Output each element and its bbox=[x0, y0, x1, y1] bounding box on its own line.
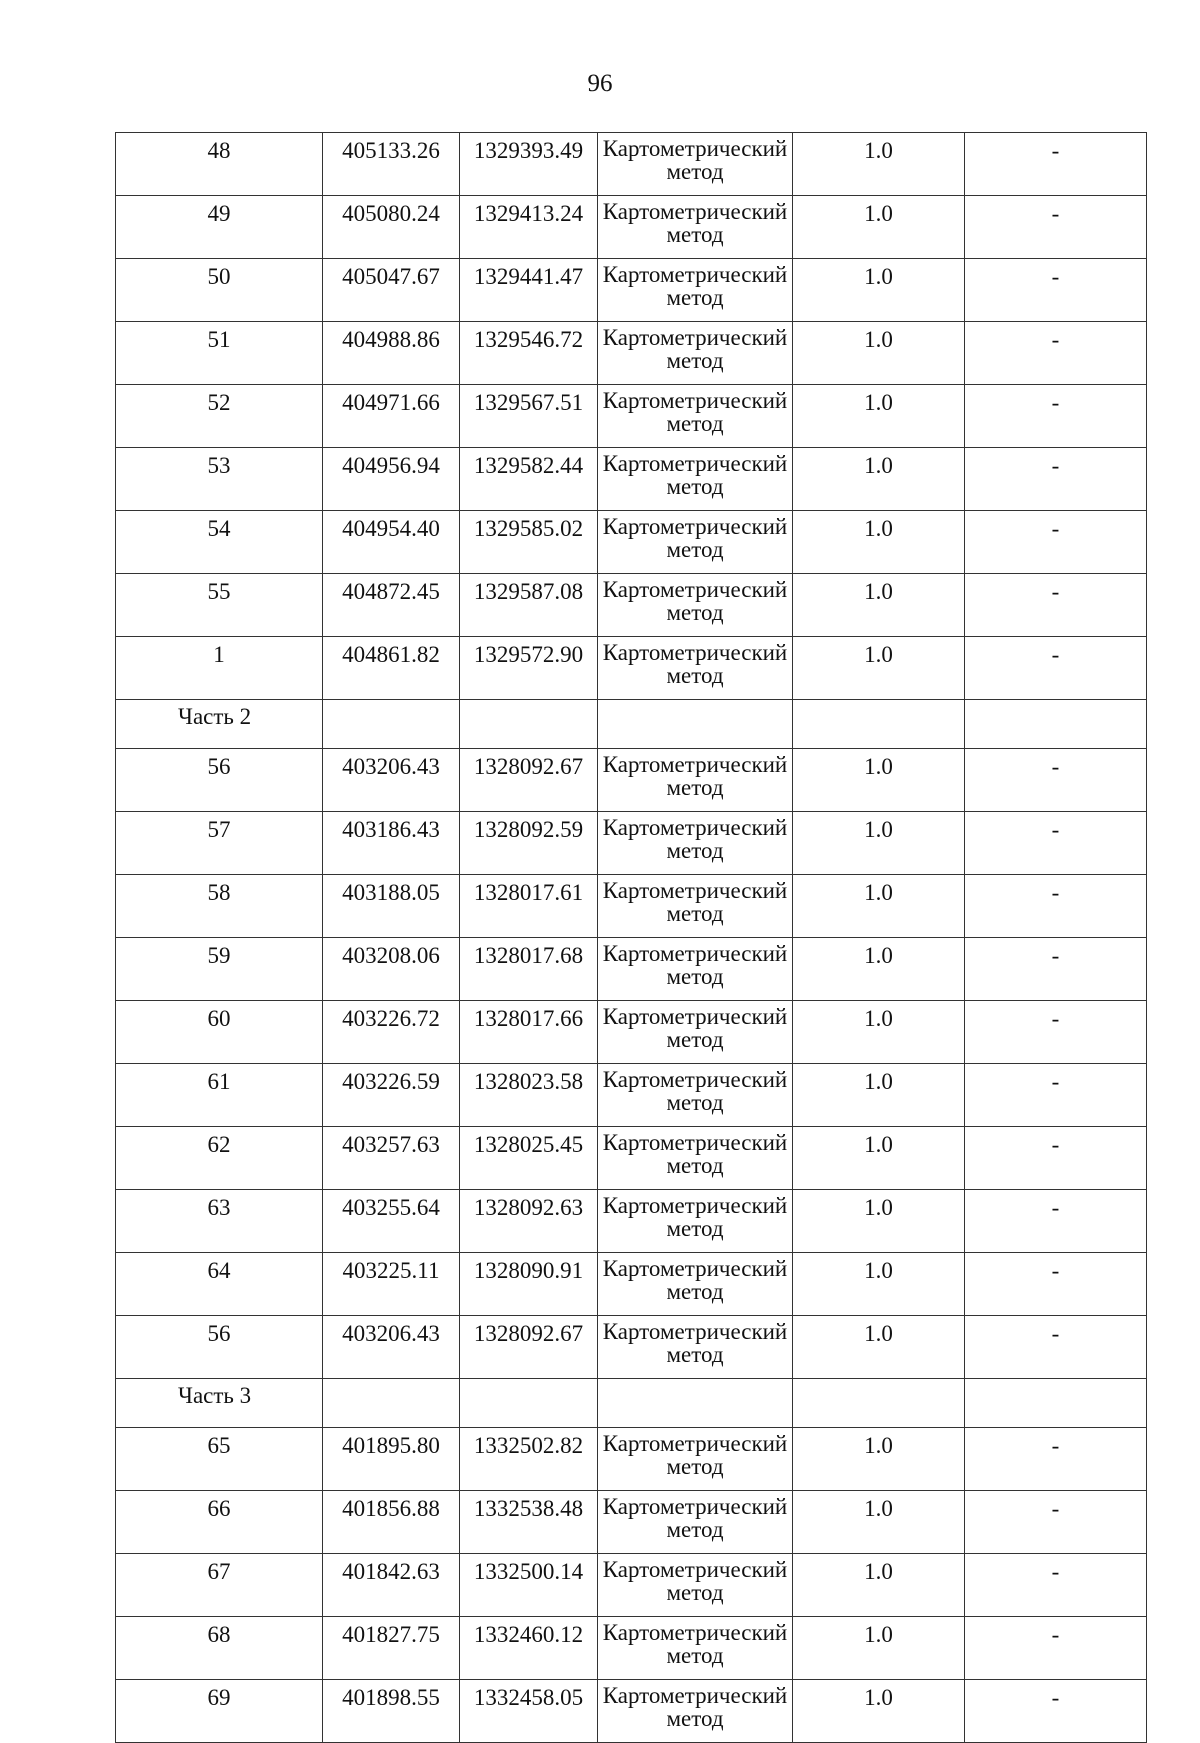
table-row bbox=[116, 133, 1147, 196]
accuracy-cell: 1.0 bbox=[793, 1491, 965, 1554]
method-line-2: метод bbox=[666, 838, 724, 863]
coordinate-x-cell: 405080.24 bbox=[323, 196, 460, 259]
method-line-1: Картометрический bbox=[602, 577, 788, 602]
coordinate-y-cell: 1329546.72 bbox=[460, 322, 598, 385]
method-line-2: метод bbox=[666, 285, 724, 310]
method-cell bbox=[598, 1428, 793, 1491]
method-line-2: метод bbox=[666, 348, 724, 373]
coordinate-y-cell: 1328025.45 bbox=[460, 1127, 598, 1190]
accuracy-cell: 1.0 bbox=[793, 385, 965, 448]
coordinate-y-cell: 1332460.12 bbox=[460, 1617, 598, 1680]
point-number-cell: 60 bbox=[116, 1001, 323, 1064]
table-row bbox=[116, 511, 1147, 574]
coordinate-x-cell: 401827.75 bbox=[323, 1617, 460, 1680]
method-line-1: Картометрический bbox=[602, 1319, 788, 1344]
method-cell bbox=[598, 1554, 793, 1617]
table-row bbox=[116, 1428, 1147, 1491]
note-cell: - bbox=[965, 1316, 1147, 1379]
method-cell bbox=[598, 1064, 793, 1127]
note-cell: - bbox=[965, 938, 1147, 1001]
point-number-cell: 59 bbox=[116, 938, 323, 1001]
point-number-cell: 54 bbox=[116, 511, 323, 574]
empty-cell bbox=[793, 1379, 965, 1428]
table-row bbox=[116, 637, 1147, 700]
note-cell: - bbox=[965, 749, 1147, 812]
method-line-1: Картометрический bbox=[602, 752, 788, 777]
method-line-1: Картометрический bbox=[602, 1683, 788, 1708]
method-line-2: метод bbox=[666, 1454, 724, 1479]
empty-cell bbox=[598, 1379, 793, 1428]
note-cell: - bbox=[965, 448, 1147, 511]
accuracy-cell: 1.0 bbox=[793, 1428, 965, 1491]
table-row bbox=[116, 1680, 1147, 1743]
empty-cell bbox=[323, 700, 460, 749]
coordinate-x-cell: 404861.82 bbox=[323, 637, 460, 700]
note-cell: - bbox=[965, 1617, 1147, 1680]
note-cell: - bbox=[965, 385, 1147, 448]
note-cell: - bbox=[965, 1491, 1147, 1554]
coordinate-x-cell: 404956.94 bbox=[323, 448, 460, 511]
method-cell bbox=[598, 1127, 793, 1190]
method-line-2: метод bbox=[666, 663, 724, 688]
point-number-cell: 66 bbox=[116, 1491, 323, 1554]
method-cell bbox=[598, 812, 793, 875]
part-label: Часть 2 bbox=[116, 700, 323, 749]
method-line-1: Картометрический bbox=[602, 1067, 788, 1092]
accuracy-cell: 1.0 bbox=[793, 1064, 965, 1127]
point-number-cell: 56 bbox=[116, 1316, 323, 1379]
method-cell bbox=[598, 133, 793, 196]
table-row bbox=[116, 1491, 1147, 1554]
method-cell bbox=[598, 1190, 793, 1253]
empty-cell bbox=[793, 700, 965, 749]
accuracy-cell: 1.0 bbox=[793, 511, 965, 574]
coordinate-x-cell: 403206.43 bbox=[323, 749, 460, 812]
point-number-cell: 53 bbox=[116, 448, 323, 511]
accuracy-cell: 1.0 bbox=[793, 448, 965, 511]
method-line-1: Картометрический bbox=[602, 1130, 788, 1155]
accuracy-cell: 1.0 bbox=[793, 1127, 965, 1190]
coordinate-y-cell: 1328092.67 bbox=[460, 1316, 598, 1379]
point-number-cell: 52 bbox=[116, 385, 323, 448]
method-line-2: метод bbox=[666, 1153, 724, 1178]
method-line-2: метод bbox=[666, 222, 724, 247]
note-cell: - bbox=[965, 1127, 1147, 1190]
point-number-cell: 49 bbox=[116, 196, 323, 259]
method-line-1: Картометрический bbox=[602, 878, 788, 903]
point-number-cell: 55 bbox=[116, 574, 323, 637]
method-line-2: метод bbox=[666, 775, 724, 800]
point-number-cell: 57 bbox=[116, 812, 323, 875]
table-row bbox=[116, 1190, 1147, 1253]
note-cell: - bbox=[965, 322, 1147, 385]
method-cell bbox=[598, 1316, 793, 1379]
coordinate-y-cell: 1329585.02 bbox=[460, 511, 598, 574]
point-number-cell: 50 bbox=[116, 259, 323, 322]
method-cell bbox=[598, 322, 793, 385]
coordinate-y-cell: 1332458.05 bbox=[460, 1680, 598, 1743]
method-cell bbox=[598, 259, 793, 322]
table-row bbox=[116, 1127, 1147, 1190]
point-number-cell: 62 bbox=[116, 1127, 323, 1190]
point-number-cell: 67 bbox=[116, 1554, 323, 1617]
accuracy-cell: 1.0 bbox=[793, 1190, 965, 1253]
method-line-2: метод bbox=[666, 1342, 724, 1367]
method-cell bbox=[598, 1680, 793, 1743]
accuracy-cell: 1.0 bbox=[793, 259, 965, 322]
method-cell bbox=[598, 511, 793, 574]
method-cell bbox=[598, 574, 793, 637]
coordinate-x-cell: 405047.67 bbox=[323, 259, 460, 322]
method-line-2: метод bbox=[666, 411, 724, 436]
table-row bbox=[116, 574, 1147, 637]
point-number-cell: 65 bbox=[116, 1428, 323, 1491]
coordinate-y-cell: 1328092.67 bbox=[460, 749, 598, 812]
method-line-1: Картометрический bbox=[602, 815, 788, 840]
method-line-2: метод bbox=[666, 1643, 724, 1668]
method-cell bbox=[598, 1491, 793, 1554]
coordinate-y-cell: 1328017.61 bbox=[460, 875, 598, 938]
coordinate-y-cell: 1329567.51 bbox=[460, 385, 598, 448]
coordinate-y-cell: 1329413.24 bbox=[460, 196, 598, 259]
method-line-2: метод bbox=[666, 159, 724, 184]
table-row bbox=[116, 196, 1147, 259]
table-row bbox=[116, 322, 1147, 385]
method-line-2: метод bbox=[666, 537, 724, 562]
empty-cell bbox=[460, 700, 598, 749]
accuracy-cell: 1.0 bbox=[793, 1001, 965, 1064]
table-row bbox=[116, 1617, 1147, 1680]
coordinate-y-cell: 1332502.82 bbox=[460, 1428, 598, 1491]
method-cell bbox=[598, 875, 793, 938]
note-cell: - bbox=[965, 259, 1147, 322]
coordinate-y-cell: 1329393.49 bbox=[460, 133, 598, 196]
note-cell: - bbox=[965, 1190, 1147, 1253]
accuracy-cell: 1.0 bbox=[793, 322, 965, 385]
method-line-1: Картометрический bbox=[602, 199, 788, 224]
coordinate-x-cell: 403208.06 bbox=[323, 938, 460, 1001]
part-header-row bbox=[116, 1379, 1147, 1428]
method-cell bbox=[598, 749, 793, 812]
coordinates-table-body bbox=[116, 133, 1147, 1743]
accuracy-cell: 1.0 bbox=[793, 196, 965, 259]
coordinate-y-cell: 1329582.44 bbox=[460, 448, 598, 511]
table-row bbox=[116, 1064, 1147, 1127]
coordinate-x-cell: 403206.43 bbox=[323, 1316, 460, 1379]
method-line-1: Картометрический bbox=[602, 388, 788, 413]
empty-cell bbox=[323, 1379, 460, 1428]
method-cell bbox=[598, 1253, 793, 1316]
method-line-2: метод bbox=[666, 1027, 724, 1052]
accuracy-cell: 1.0 bbox=[793, 1617, 965, 1680]
method-line-2: метод bbox=[666, 474, 724, 499]
coordinate-y-cell: 1332500.14 bbox=[460, 1554, 598, 1617]
method-line-1: Картометрический bbox=[602, 451, 788, 476]
accuracy-cell: 1.0 bbox=[793, 1554, 965, 1617]
coordinate-x-cell: 401898.55 bbox=[323, 1680, 460, 1743]
coordinate-x-cell: 403225.11 bbox=[323, 1253, 460, 1316]
point-number-cell: 63 bbox=[116, 1190, 323, 1253]
method-line-1: Картометрический bbox=[602, 325, 788, 350]
accuracy-cell: 1.0 bbox=[793, 938, 965, 1001]
note-cell: - bbox=[965, 133, 1147, 196]
coordinate-x-cell: 401895.80 bbox=[323, 1428, 460, 1491]
method-line-1: Картометрический bbox=[602, 1431, 788, 1456]
note-cell: - bbox=[965, 1680, 1147, 1743]
table-row bbox=[116, 875, 1147, 938]
coordinate-x-cell: 405133.26 bbox=[323, 133, 460, 196]
table-row bbox=[116, 259, 1147, 322]
accuracy-cell: 1.0 bbox=[793, 133, 965, 196]
method-line-2: метод bbox=[666, 1706, 724, 1731]
method-line-2: метод bbox=[666, 1279, 724, 1304]
method-line-1: Картометрический bbox=[602, 941, 788, 966]
method-cell bbox=[598, 1617, 793, 1680]
method-cell bbox=[598, 385, 793, 448]
method-line-1: Картометрический bbox=[602, 1004, 788, 1029]
coordinate-x-cell: 403186.43 bbox=[323, 812, 460, 875]
accuracy-cell: 1.0 bbox=[793, 1253, 965, 1316]
coordinates-table bbox=[115, 132, 1147, 1743]
coordinate-x-cell: 403257.63 bbox=[323, 1127, 460, 1190]
coordinate-y-cell: 1328092.63 bbox=[460, 1190, 598, 1253]
coordinate-y-cell: 1328090.91 bbox=[460, 1253, 598, 1316]
method-line-1: Картометрический bbox=[602, 1256, 788, 1281]
method-cell bbox=[598, 938, 793, 1001]
accuracy-cell: 1.0 bbox=[793, 1680, 965, 1743]
method-cell bbox=[598, 1001, 793, 1064]
coordinate-x-cell: 403226.59 bbox=[323, 1064, 460, 1127]
coordinate-y-cell: 1329441.47 bbox=[460, 259, 598, 322]
point-number-cell: 58 bbox=[116, 875, 323, 938]
coordinate-y-cell: 1329587.08 bbox=[460, 574, 598, 637]
method-line-2: метод bbox=[666, 1517, 724, 1542]
point-number-cell: 1 bbox=[116, 637, 323, 700]
method-line-1: Картометрический bbox=[602, 1494, 788, 1519]
coordinate-x-cell: 403226.72 bbox=[323, 1001, 460, 1064]
accuracy-cell: 1.0 bbox=[793, 875, 965, 938]
note-cell: - bbox=[965, 875, 1147, 938]
note-cell: - bbox=[965, 1253, 1147, 1316]
table-row bbox=[116, 812, 1147, 875]
coordinate-x-cell: 404954.40 bbox=[323, 511, 460, 574]
accuracy-cell: 1.0 bbox=[793, 637, 965, 700]
part-label: Часть 3 bbox=[116, 1379, 323, 1428]
table-row bbox=[116, 385, 1147, 448]
method-line-1: Картометрический bbox=[602, 1557, 788, 1582]
point-number-cell: 64 bbox=[116, 1253, 323, 1316]
accuracy-cell: 1.0 bbox=[793, 574, 965, 637]
empty-cell bbox=[965, 1379, 1147, 1428]
table-row bbox=[116, 448, 1147, 511]
method-line-1: Картометрический bbox=[602, 640, 788, 665]
method-line-2: метод bbox=[666, 901, 724, 926]
method-line-2: метод bbox=[666, 1090, 724, 1115]
point-number-cell: 51 bbox=[116, 322, 323, 385]
coordinate-y-cell: 1332538.48 bbox=[460, 1491, 598, 1554]
note-cell: - bbox=[965, 637, 1147, 700]
empty-cell bbox=[598, 700, 793, 749]
note-cell: - bbox=[965, 196, 1147, 259]
method-line-1: Картометрический bbox=[602, 1193, 788, 1218]
note-cell: - bbox=[965, 574, 1147, 637]
note-cell: - bbox=[965, 1001, 1147, 1064]
coordinate-y-cell: 1328017.66 bbox=[460, 1001, 598, 1064]
empty-cell bbox=[460, 1379, 598, 1428]
table-row bbox=[116, 938, 1147, 1001]
empty-cell bbox=[965, 700, 1147, 749]
table-row bbox=[116, 749, 1147, 812]
method-line-1: Картометрический bbox=[602, 136, 788, 161]
method-line-1: Картометрический bbox=[602, 514, 788, 539]
point-number-cell: 69 bbox=[116, 1680, 323, 1743]
note-cell: - bbox=[965, 1554, 1147, 1617]
coordinate-x-cell: 401842.63 bbox=[323, 1554, 460, 1617]
method-line-2: метод bbox=[666, 964, 724, 989]
method-line-2: метод bbox=[666, 1216, 724, 1241]
coordinate-y-cell: 1328017.68 bbox=[460, 938, 598, 1001]
point-number-cell: 61 bbox=[116, 1064, 323, 1127]
page-number: 96 bbox=[587, 70, 613, 97]
method-line-1: Картометрический bbox=[602, 262, 788, 287]
note-cell: - bbox=[965, 1428, 1147, 1491]
note-cell: - bbox=[965, 812, 1147, 875]
accuracy-cell: 1.0 bbox=[793, 1316, 965, 1379]
table-row bbox=[116, 1316, 1147, 1379]
coordinate-x-cell: 404988.86 bbox=[323, 322, 460, 385]
method-cell bbox=[598, 448, 793, 511]
coordinate-x-cell: 404971.66 bbox=[323, 385, 460, 448]
point-number-cell: 48 bbox=[116, 133, 323, 196]
method-line-2: метод bbox=[666, 600, 724, 625]
coordinate-x-cell: 404872.45 bbox=[323, 574, 460, 637]
table-row bbox=[116, 1253, 1147, 1316]
note-cell: - bbox=[965, 511, 1147, 574]
coordinate-y-cell: 1328023.58 bbox=[460, 1064, 598, 1127]
accuracy-cell: 1.0 bbox=[793, 812, 965, 875]
point-number-cell: 68 bbox=[116, 1617, 323, 1680]
coordinate-x-cell: 403188.05 bbox=[323, 875, 460, 938]
method-cell bbox=[598, 637, 793, 700]
part-header-row bbox=[116, 700, 1147, 749]
coordinate-y-cell: 1328092.59 bbox=[460, 812, 598, 875]
note-cell: - bbox=[965, 1064, 1147, 1127]
point-number-cell: 56 bbox=[116, 749, 323, 812]
coordinate-x-cell: 401856.88 bbox=[323, 1491, 460, 1554]
table-row bbox=[116, 1554, 1147, 1617]
table-row bbox=[116, 1001, 1147, 1064]
method-line-2: метод bbox=[666, 1580, 724, 1605]
accuracy-cell: 1.0 bbox=[793, 749, 965, 812]
method-line-1: Картометрический bbox=[602, 1620, 788, 1645]
method-cell bbox=[598, 196, 793, 259]
coordinate-x-cell: 403255.64 bbox=[323, 1190, 460, 1253]
coordinate-y-cell: 1329572.90 bbox=[460, 637, 598, 700]
